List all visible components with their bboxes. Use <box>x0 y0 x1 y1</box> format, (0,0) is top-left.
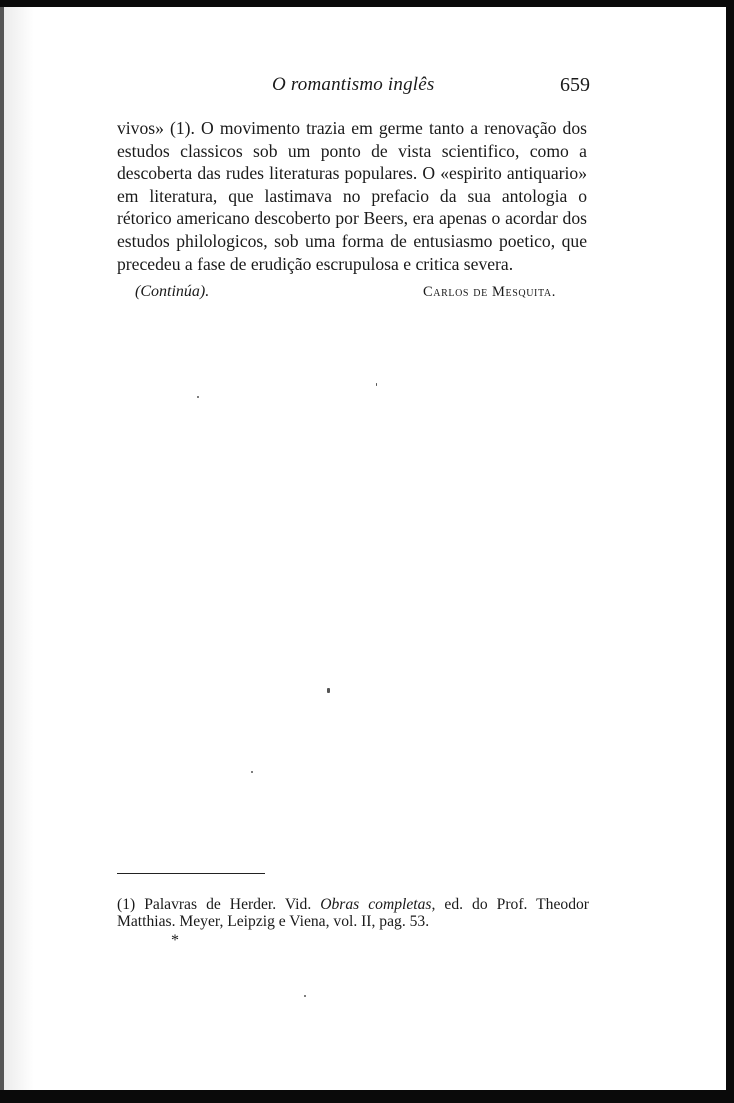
scan-speck <box>327 688 330 693</box>
footnote <box>117 896 589 930</box>
scan-top-border <box>0 0 734 7</box>
scan-speck <box>304 995 306 997</box>
continuation-note: (Continúa). <box>135 283 210 300</box>
scan-bottom-border <box>0 1090 734 1103</box>
author-signature: Carlos de Mesquita. <box>423 284 556 300</box>
scan-right-border <box>726 0 734 1103</box>
footnote-marker: (1) <box>117 896 136 913</box>
footnote-divider <box>117 873 265 874</box>
scan-left-margin-shadow <box>0 0 34 1103</box>
footnote-text-before: Palavras de Herder. Vid. <box>144 896 312 913</box>
footnote-italic-title: Obras completas, <box>320 896 436 913</box>
page-number: 659 <box>560 74 590 96</box>
body-paragraph: vivos» (1). O movimento trazia em germe tanto a renovação dos estudos classicos sob um ponto de vista scientifico, como a descoberta das rudes literaturas populares. O «espirito antiquario» em literatura, que lastimava no prefacio da sua antologia o rétorico americano descoberto por Beers, era apenas o acordar dos estudos philologicos, sob uma forma de entusiasmo poetico, que precedeu a fase de erudição escrupulosa e critica severa. <box>117 118 587 274</box>
scan-left-edge <box>0 0 4 1103</box>
scan-speck <box>251 771 253 773</box>
scan-speck <box>376 383 377 386</box>
running-title: O romantismo inglês <box>272 74 435 95</box>
ornament-asterisk: * <box>171 932 179 949</box>
footnote-text-after: ed. do Prof. Theodor Matthias. Meyer, Leipzig e Viena, vol. II, pag. 53. <box>117 896 589 930</box>
scan-speck <box>197 396 199 398</box>
